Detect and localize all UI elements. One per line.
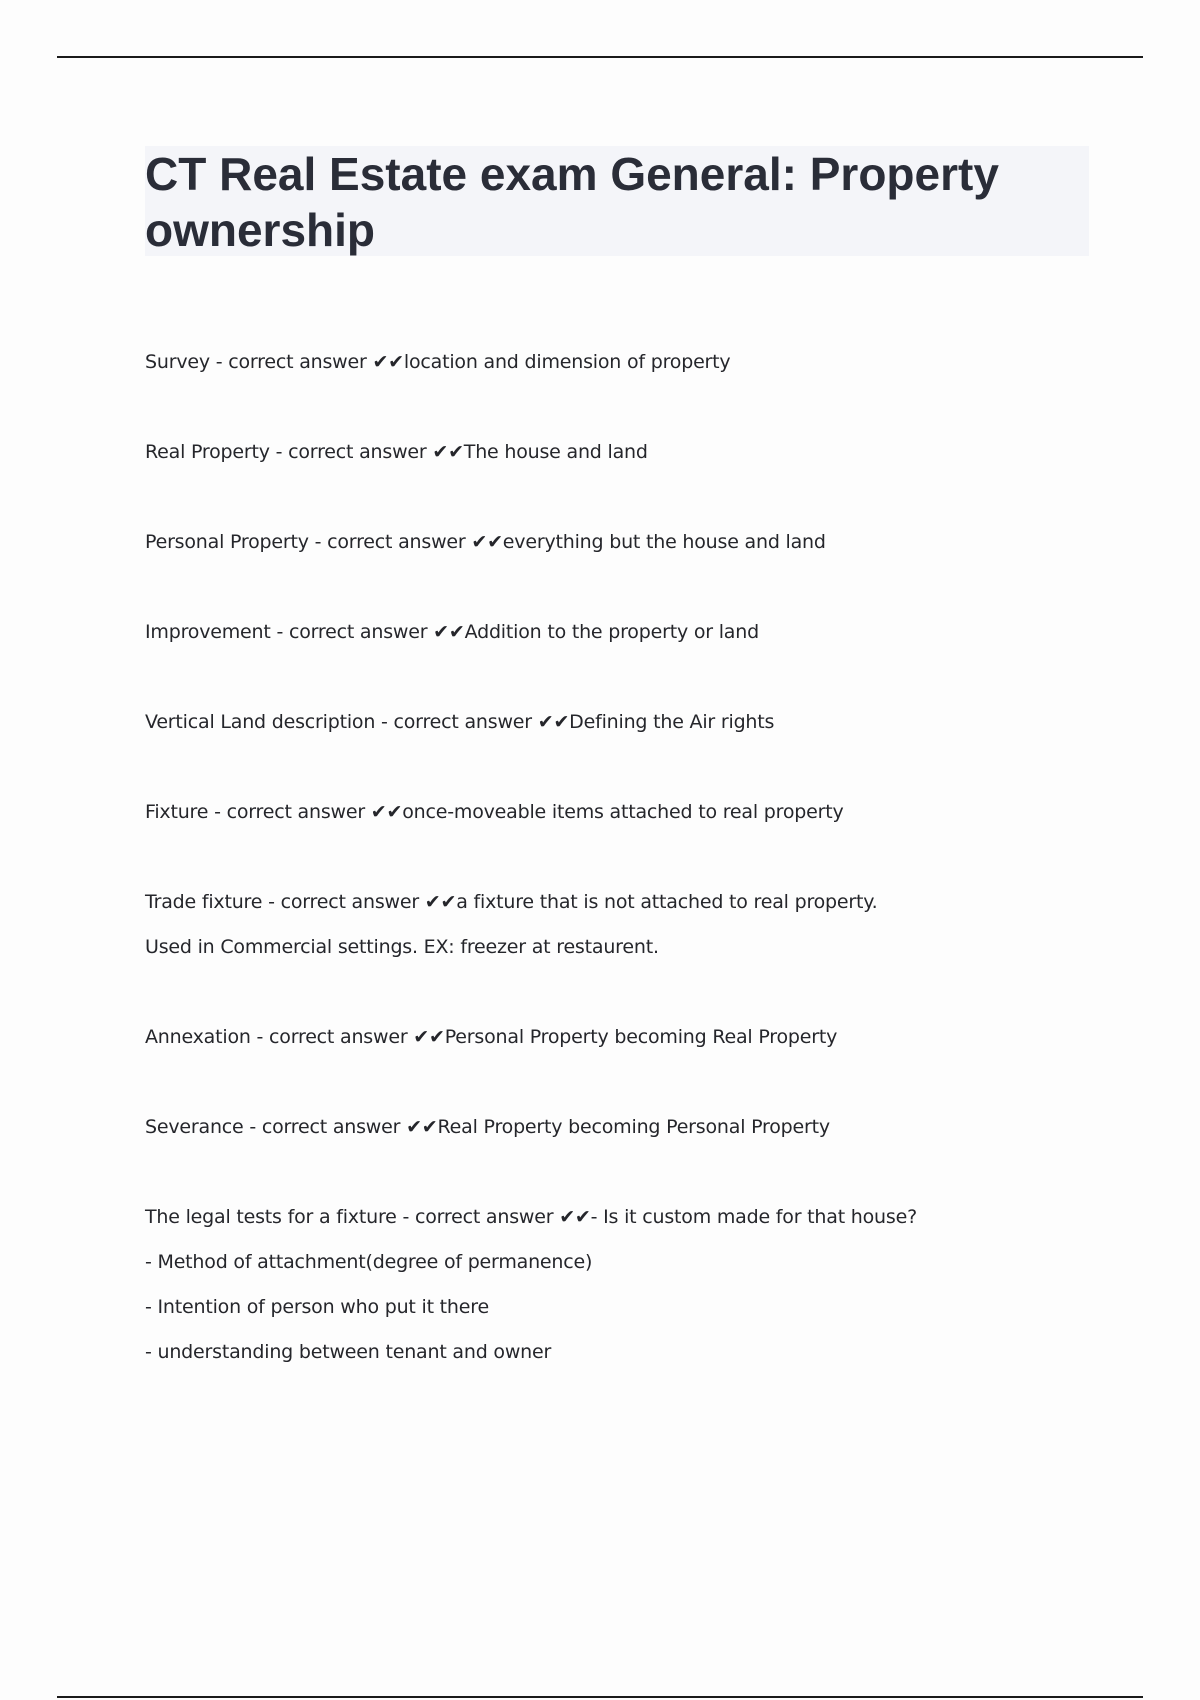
entry-text: Survey - correct answer ✔✔location and dimension of property [145, 351, 731, 373]
entry-text: Improvement - correct answer ✔✔Addition to the property or land [145, 621, 759, 643]
entry-text: Trade fixture - correct answer ✔✔a fixture that is not attached to real property. [145, 891, 878, 913]
flashcard-entry [145, 610, 1095, 655]
entry-text: Severance - correct answer ✔✔Real Property becoming Personal Property [145, 1116, 830, 1138]
page-title: CT Real Estate exam General: Property ownership [145, 148, 999, 256]
flashcard-entry [145, 700, 1095, 745]
bottom-rule [57, 1696, 1143, 1698]
flashcard-entry [145, 1105, 1095, 1150]
entry-text: The legal tests for a fixture - correct answer ✔✔- Is it custom made for that house? [145, 1206, 917, 1228]
entry-text: Annexation - correct answer ✔✔Personal Property becoming Real Property [145, 1026, 838, 1048]
flashcard-entry [145, 1015, 1095, 1060]
top-rule [57, 56, 1143, 58]
flashcard-entry [145, 880, 1095, 970]
entry-text-continued: Used in Commercial settings. EX: freezer at restaurent. [145, 936, 659, 958]
flashcard-list [145, 340, 1095, 1420]
entry-text: Fixture - correct answer ✔✔once-moveable items attached to real property [145, 801, 844, 823]
entry-bullet: - understanding between tenant and owner [145, 1341, 552, 1363]
flashcard-entry [145, 790, 1095, 835]
flashcard-entry [145, 1195, 1095, 1375]
flashcard-entry [145, 340, 1095, 385]
title-banner [145, 146, 1089, 256]
flashcard-entry [145, 520, 1095, 565]
entry-text: Vertical Land description - correct answer ✔✔Defining the Air rights [145, 711, 775, 733]
entry-bullet: - Intention of person who put it there [145, 1296, 489, 1318]
entry-bullet: - Method of attachment(degree of permanence) [145, 1251, 593, 1273]
entry-text: Real Property - correct answer ✔✔The house and land [145, 441, 648, 463]
flashcard-entry [145, 430, 1095, 475]
entry-text: Personal Property - correct answer ✔✔everything but the house and land [145, 531, 826, 553]
